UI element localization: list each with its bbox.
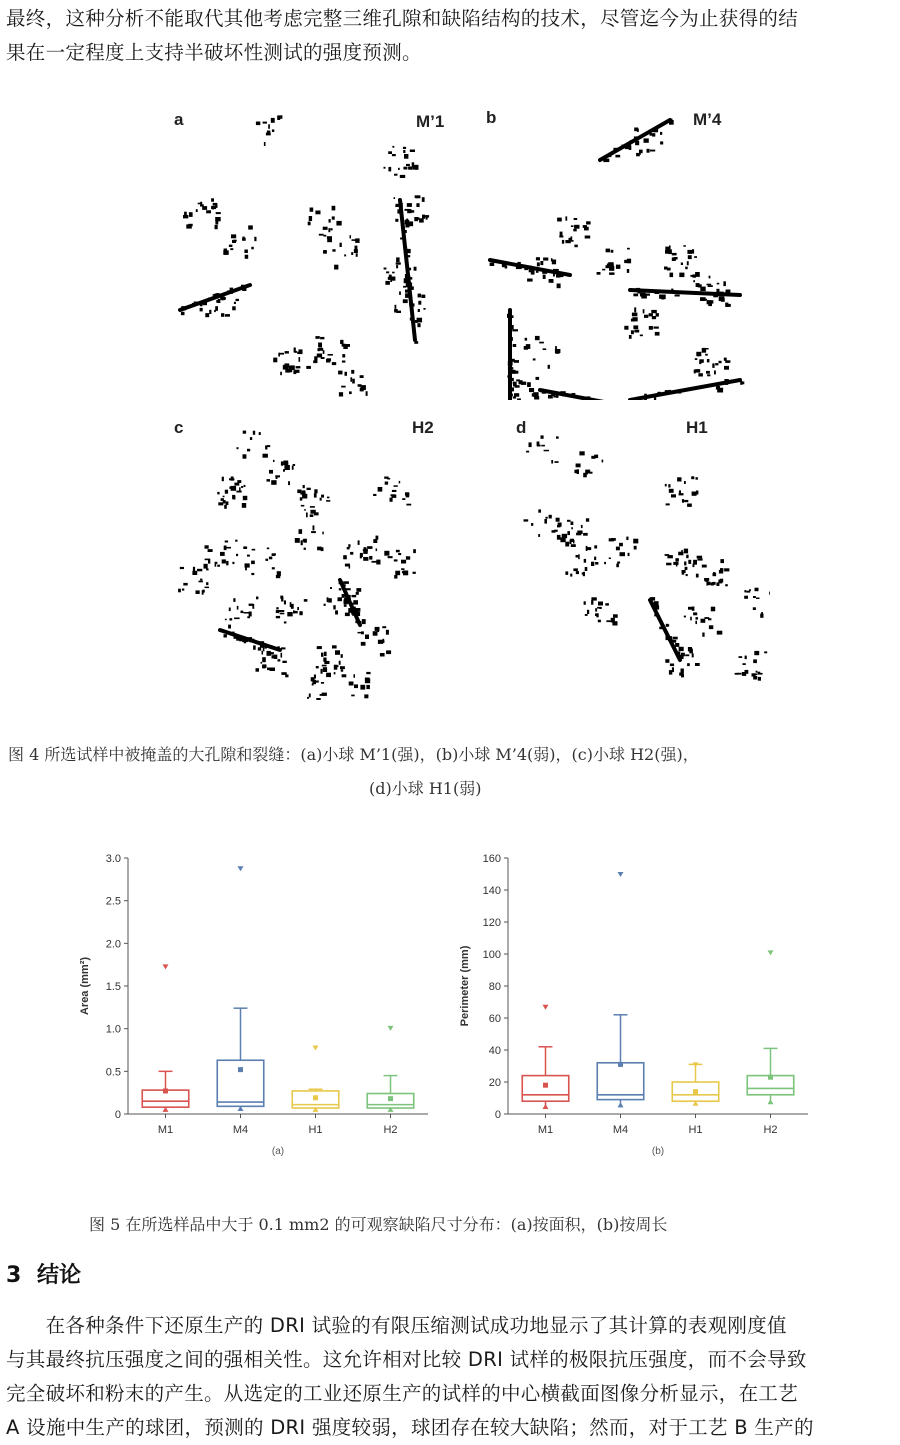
- box-plot-perimeter: [459, 853, 808, 1157]
- x-tick-label: M4: [232, 1124, 249, 1136]
- defect-pattern: [490, 119, 745, 400]
- mean-marker: [313, 1095, 318, 1100]
- max-outlier-marker: [543, 1005, 549, 1010]
- section-heading: 结论: [36, 1263, 81, 1288]
- conclusion-line: A 设施中生产的球团，预测的 DRI 强度较弱，球团存在较大缺陷；然而，对于工艺 B 生产的: [6, 1416, 814, 1439]
- subplot-label: (b): [651, 1146, 665, 1157]
- min-marker: [618, 1102, 624, 1107]
- box-M1: [522, 1005, 569, 1109]
- y-tick-label: 0.5: [105, 1066, 121, 1079]
- y-tick-label: 3.0: [105, 853, 121, 865]
- mean-marker: [543, 1083, 548, 1088]
- x-tick-label: H1: [688, 1124, 703, 1136]
- section-number: 3: [6, 1263, 22, 1288]
- panel-c-letter: c: [174, 418, 184, 437]
- y-tick-label: 120: [482, 917, 501, 929]
- y-tick-label: 100: [482, 949, 501, 961]
- panel-c-image: [160, 410, 450, 700]
- y-tick-label: 60: [488, 1013, 501, 1025]
- y-axis-label: Area (mm²): [79, 956, 91, 1016]
- x-tick-label: M1: [157, 1124, 174, 1136]
- box-H2: [747, 950, 794, 1104]
- x-tick-label: M4: [612, 1124, 629, 1136]
- min-marker: [543, 1104, 549, 1109]
- subplot-label: (a): [271, 1146, 285, 1157]
- defect-pattern: [178, 431, 416, 700]
- mean-marker: [618, 1062, 623, 1067]
- y-tick-label: 80: [488, 981, 501, 993]
- box-M4: [217, 866, 264, 1111]
- panel-b: [480, 100, 770, 400]
- panel-a: [160, 100, 450, 400]
- panel-c-name: H2: [412, 418, 434, 437]
- max-outlier-marker: [618, 872, 624, 877]
- y-tick-label: 0: [494, 1109, 501, 1121]
- intro-line: 最终，这种分析不能取代其他考虑完整三维孔隙和缺陷结构的技术，尽管迄今为止获得的结: [6, 7, 799, 30]
- panel-d-image: [480, 410, 770, 700]
- figure-5-caption: 图 5 在所选样品中大于 0.1 mm2 的可观察缺陷尺寸分布：(a)按面积，(b)按周长: [89, 1215, 668, 1234]
- box-M1: [142, 964, 189, 1112]
- mean-marker: [768, 1075, 773, 1080]
- mean-marker: [693, 1089, 698, 1094]
- panel-a-letter: a: [174, 110, 184, 129]
- defect-pattern: [524, 435, 771, 680]
- mean-marker: [238, 1067, 243, 1072]
- x-tick-label: H2: [383, 1124, 398, 1136]
- box-H1: [292, 1045, 339, 1111]
- conclusion-line: 完全破坏和粉末的产生。从选定的工业还原生产的试样的中心横截面图像分析显示，在工艺: [6, 1382, 799, 1405]
- y-tick-label: 140: [482, 885, 501, 897]
- y-tick-label: 2.5: [105, 895, 121, 908]
- y-tick-label: 160: [482, 853, 501, 865]
- intro-line: 果在一定程度上支持半破坏性测试的强度预测。: [6, 41, 422, 64]
- panel-b-letter: b: [486, 108, 497, 127]
- conclusion-line: 在各种条件下还原生产的 DRI 试验的有限压缩测试成功地显示了其计算的表观刚度值: [6, 1314, 787, 1337]
- max-outlier-marker: [163, 964, 169, 969]
- box-H1: [672, 1062, 719, 1105]
- section-title: [6, 1258, 81, 1289]
- panel-b-image: [480, 100, 770, 400]
- mean-marker: [388, 1096, 393, 1101]
- figure-4: [160, 100, 740, 700]
- x-tick-label: H1: [308, 1124, 323, 1136]
- box-H2: [367, 1026, 414, 1112]
- box-M4: [597, 872, 644, 1107]
- figure-4-caption-line2: (d)小球 H1(弱): [369, 779, 482, 798]
- min-marker: [768, 1099, 774, 1104]
- panel-d: [480, 410, 770, 710]
- figure-5: [60, 840, 840, 1170]
- panel-d-letter: d: [516, 418, 527, 437]
- panel-b-name: M’4: [693, 110, 722, 129]
- box-iqr: [522, 1076, 569, 1102]
- defect-pattern: [180, 115, 429, 396]
- max-outlier-marker: [238, 866, 244, 871]
- figure-4-caption-line1: 图 4 所选试样中被掩盖的大孔隙和裂缝：(a)小球 M’1(强)，(b)小球 M’4(弱)，(c)小球 H2(强)，: [8, 745, 699, 764]
- y-axis-label: Perimeter (mm): [459, 945, 471, 1027]
- y-tick-label: 0: [114, 1109, 121, 1121]
- mean-marker: [163, 1088, 168, 1093]
- box-plot-figure: [60, 840, 840, 1170]
- x-tick-label: M1: [537, 1124, 554, 1136]
- x-tick-label: H2: [763, 1124, 778, 1136]
- y-tick-label: 1.5: [105, 981, 121, 993]
- panel-a-image: [160, 100, 450, 400]
- panel-a-name: M’1: [416, 112, 445, 131]
- intro-paragraph: [6, 2, 894, 70]
- max-outlier-marker: [388, 1026, 394, 1031]
- y-tick-label: 2.0: [105, 938, 121, 951]
- panel-c: [160, 410, 450, 710]
- conclusion-line: 与其最终抗压强度之间的强相关性。这允许相对比较 DRI 试样的极限抗压强度，而不会导致: [6, 1348, 807, 1371]
- max-outlier-marker: [313, 1045, 319, 1050]
- y-tick-label: 1.0: [105, 1023, 121, 1036]
- panel-d-name: H1: [686, 418, 708, 437]
- y-tick-label: 40: [488, 1045, 501, 1057]
- y-tick-label: 20: [488, 1077, 501, 1089]
- max-outlier-marker: [768, 950, 774, 955]
- conclusion-paragraph: [6, 1309, 894, 1445]
- box-plot-area: [79, 853, 428, 1157]
